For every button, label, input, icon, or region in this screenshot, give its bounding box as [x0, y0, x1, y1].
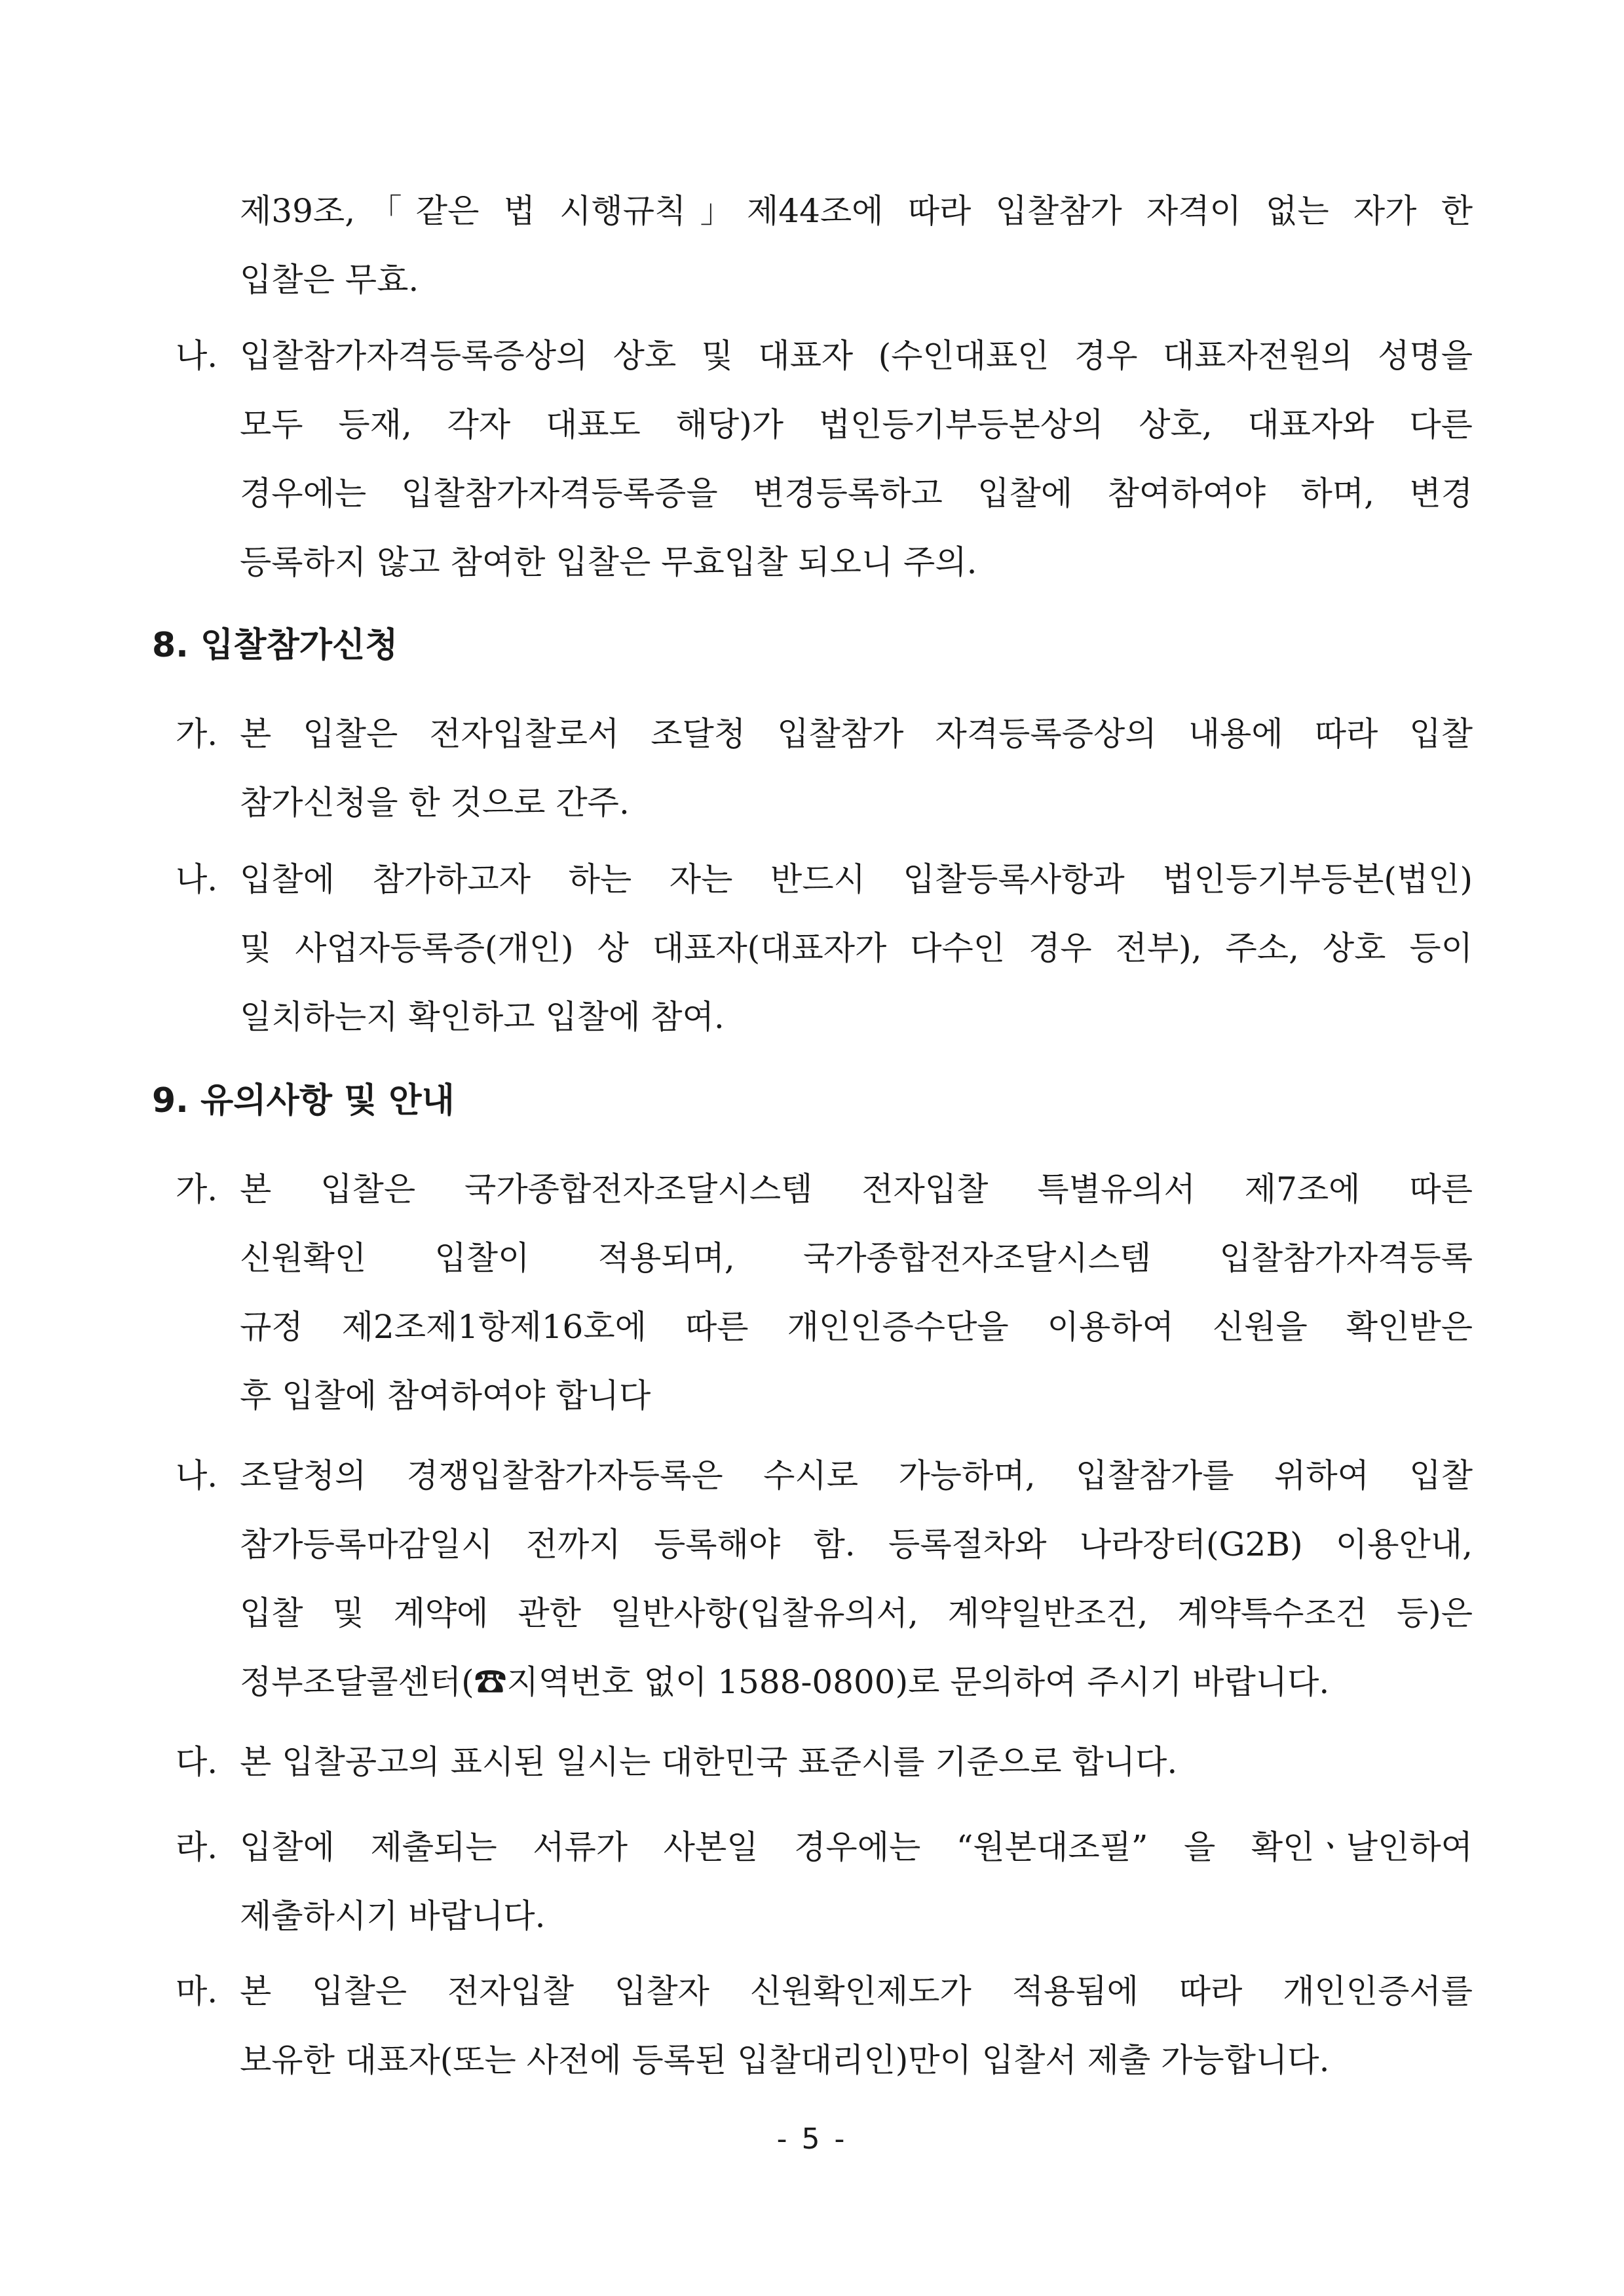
text-line: 후 입찰에 참여하여야 합니다: [240, 1377, 651, 1415]
paragraph-body: [240, 845, 1473, 1052]
list-item: [176, 322, 1473, 597]
text-line: 모두 등재, 각자 대표도 해당)가 법인등기부등본상의 상호, 대표자와 다른: [240, 406, 1473, 444]
list-marker: 다.: [176, 1743, 218, 1781]
text-line: 및 사업자등록증(개인) 상 대표자(대표자가 다수인 경우 전부), 주소, 상호 등이: [240, 929, 1473, 967]
list-item: [176, 1442, 1473, 1717]
paragraph-body: [240, 322, 1473, 597]
paragraph-body: [240, 177, 1473, 315]
text-line: 입찰은 무효.: [240, 261, 419, 299]
text-line: 제출하시기 바랍니다.: [240, 1897, 546, 1935]
list-item: [176, 1813, 1473, 1951]
text-line: 보유한 대표자(또는 사전에 등록된 입찰대리인)만이 입찰서 제출 가능합니다.: [240, 2041, 1330, 2079]
text-line: 제39조,「같은 법 시행규칙」제44조에 따라 입찰참가 자격이 없는 자가 한: [240, 192, 1473, 230]
text-line: 참가신청을 한 것으로 간주.: [240, 784, 630, 822]
list-marker: 가.: [176, 1170, 218, 1208]
text-line: 경우에는 입찰참가자격등록증을 변경등록하고 입찰에 참여하여야 하며, 변경: [240, 474, 1473, 512]
text-line: 본 입찰은 전자입찰 입찰자 신원확인제도가 적용됨에 따라 개인인증서를: [240, 1972, 1473, 2010]
text-line: 입찰참가자격등록증상의 상호 및 대표자 (수인대표인 경우 대표자전원의 성명을: [240, 337, 1473, 375]
text-line: 본 입찰은 전자입찰로서 조달청 입찰참가 자격등록증상의 내용에 따라 입찰: [240, 715, 1473, 753]
paragraph-body: [240, 1957, 1473, 2095]
list-marker: 나.: [176, 860, 218, 898]
list-marker: 마.: [176, 1972, 218, 2010]
section-heading: 8. 입찰참가신청: [152, 626, 398, 665]
text-line: 일치하는지 확인하고 입찰에 참여.: [240, 998, 725, 1036]
list-marker: 가.: [176, 715, 218, 753]
text-line: 본 입찰공고의 표시된 일시는 대한민국 표준시를 기준으로 합니다.: [240, 1743, 1178, 1781]
list-marker: 라.: [176, 1828, 218, 1866]
list-item: [176, 700, 1473, 837]
text-line: 입찰에 제출되는 서류가 사본일 경우에는 “원본대조필” 을 확인ㆍ날인하여: [240, 1828, 1473, 1866]
text-line: 본 입찰은 국가종합전자조달시스템 전자입찰 특별유의서 제7조에 따른: [240, 1170, 1473, 1208]
text-line: 참가등록마감일시 전까지 등록해야 함. 등록절차와 나라장터(G2B) 이용안내,: [240, 1525, 1473, 1563]
paragraph-body: [240, 1728, 1473, 1797]
text-line: 입찰 및 계약에 관한 일반사항(입찰유의서, 계약일반조건, 계약특수조건 등)은: [240, 1594, 1473, 1632]
continuation-paragraph: [176, 177, 1473, 315]
page-number: - 5 -: [776, 2122, 848, 2156]
paragraph-body: [240, 1155, 1473, 1430]
paragraph-body: [240, 1442, 1473, 1717]
list-item: [176, 845, 1473, 1052]
text-line: 규정 제2조제1항제16호에 따른 개인인증수단을 이용하여 신원을 확인받은: [240, 1308, 1473, 1346]
text-line: 등록하지 않고 참여한 입찰은 무효입찰 되오니 주의.: [240, 543, 977, 581]
text-line: 입찰에 참가하고자 하는 자는 반드시 입찰등록사항과 법인등기부등본(법인): [240, 860, 1473, 898]
list-item: [176, 1957, 1473, 2095]
list-item: [176, 1155, 1473, 1430]
list-item: [176, 1728, 1473, 1797]
text-line: 조달청의 경쟁입찰참가자등록은 수시로 가능하며, 입찰참가를 위하여 입찰: [240, 1457, 1473, 1495]
text-line: 신원확인 입찰이 적용되며, 국가종합전자조달시스템 입찰참가자격등록: [240, 1239, 1473, 1277]
list-marker: 나.: [176, 337, 218, 375]
text-line: 정부조달콜센터(☎지역번호 없이 1588-0800)로 문의하여 주시기 바랍니다.: [240, 1663, 1330, 1701]
paragraph-body: [240, 700, 1473, 837]
section-heading: 9. 유의사항 및 안내: [152, 1081, 455, 1120]
list-marker: 나.: [176, 1457, 218, 1495]
paragraph-body: [240, 1813, 1473, 1951]
